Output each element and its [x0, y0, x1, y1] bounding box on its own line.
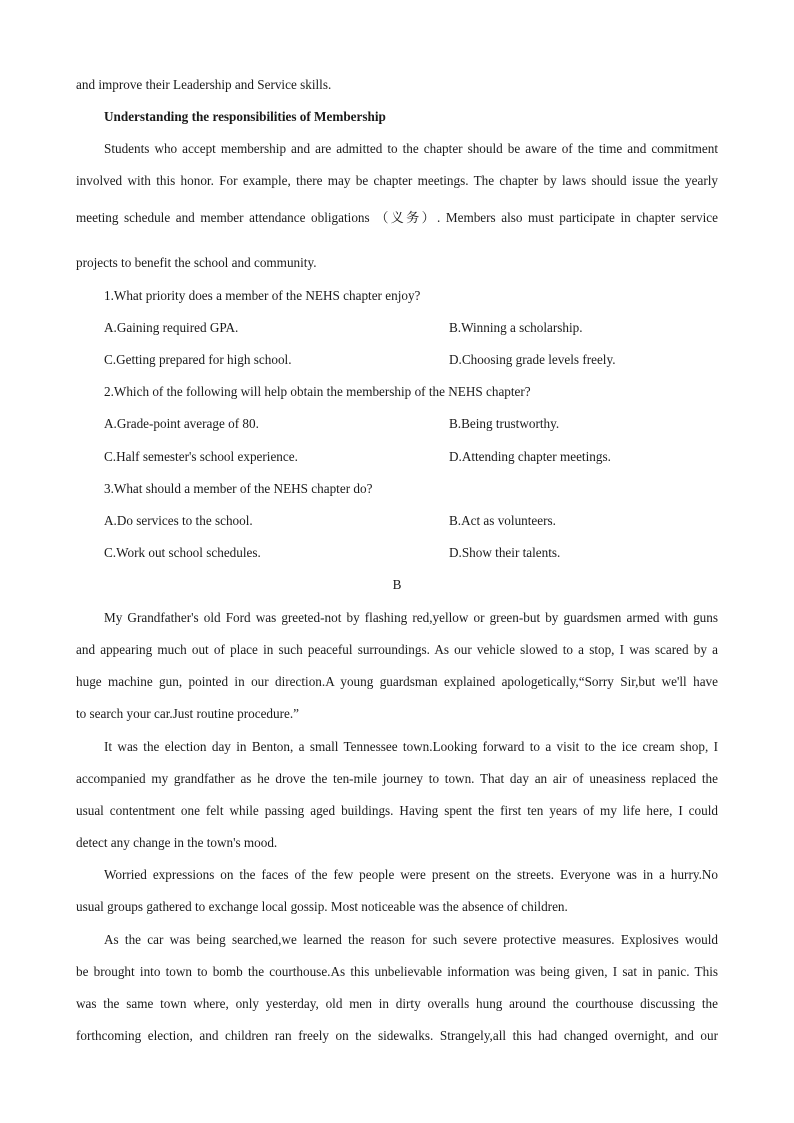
paragraph-line: meeting schedule and member attendance obligations （义务）. Members also must participate in chapter service: [76, 210, 718, 225]
option-a: A.Gaining required GPA.: [104, 320, 239, 335]
paragraph-line: detect any change in the town's mood.: [76, 835, 278, 850]
paragraph-line: usual groups gathered to exchange local gossip. Most noticeable was the absence of children.: [76, 899, 568, 914]
option-c: C.Getting prepared for high school.: [104, 352, 292, 367]
passage-a-continuation: and improve their Leadership and Service skills.: [76, 77, 332, 92]
option-d: D.Attending chapter meetings.: [449, 449, 611, 464]
question-stem: 3.What should a member of the NEHS chapter do?: [104, 481, 373, 496]
section-heading: Understanding the responsibilities of Membership: [104, 109, 386, 124]
option-b: B.Winning a scholarship.: [449, 320, 583, 335]
paragraph-line: was the same town where, only yesterday, old men in dirty overalls hung around the courthouse discussing the: [76, 996, 718, 1011]
paragraph-line: involved with this honor. For example, there may be chapter meetings. The chapter by laws should issue the yearly: [76, 173, 718, 188]
passage-b-label: B: [392, 577, 402, 592]
option-c: C.Work out school schedules.: [104, 545, 261, 560]
option-b: B.Act as volunteers.: [449, 513, 556, 528]
paragraph-line: accompanied my grandfather as he drove the ten-mile journey to town. That day an air of uneasiness replaced the: [76, 771, 718, 786]
paragraph-line: huge machine gun, pointed in our direction.A young guardsman explained apologetically,“Sorry Sir,but we'll have: [76, 674, 718, 689]
option-a: A.Do services to the school.: [104, 513, 253, 528]
paragraph-line: projects to benefit the school and community.: [76, 255, 317, 270]
option-b: B.Being trustworthy.: [449, 416, 560, 431]
paragraph-line: Worried expressions on the faces of the few people were present on the streets. Everyone was in a hurry.No: [104, 867, 718, 882]
paragraph-line: My Grandfather's old Ford was greeted-not by flashing red,yellow or green-but by guardsmen armed with guns: [104, 610, 718, 625]
paragraph-line: to search your car.Just routine procedure.”: [76, 706, 300, 721]
paragraph-line: As the car was being searched,we learned the reason for such severe protective measures. Explosives would: [104, 932, 718, 947]
paragraph-line: usual contentment one felt while passing aged buildings. Having spent the first ten years of my life here, I could: [76, 803, 718, 818]
paragraph-line: forthcoming election, and children ran freely on the sidewalks. Strangely,all this had changed overnight, and our: [76, 1028, 718, 1043]
question-stem: 2.Which of the following will help obtain the membership of the NEHS chapter?: [104, 384, 531, 399]
paragraph-line: be brought into town to bomb the courthouse.As this unbelievable information was being given, I sat in panic. This: [76, 964, 718, 979]
paragraph-line: It was the election day in Benton, a small Tennessee town.Looking forward to a visit to the ice cream shop, I: [104, 739, 718, 754]
question-stem: 1.What priority does a member of the NEHS chapter enjoy?: [104, 288, 421, 303]
option-c: C.Half semester's school experience.: [104, 449, 298, 464]
paragraph-line: Students who accept membership and are admitted to the chapter should be aware of the time and commitment: [104, 141, 718, 156]
option-d: D.Choosing grade levels freely.: [449, 352, 616, 367]
option-a: A.Grade-point average of 80.: [104, 416, 259, 431]
option-d: D.Show their talents.: [449, 545, 561, 560]
paragraph-line: and appearing much out of place in such peaceful surroundings. As our vehicle slowed to a stop, I was scared by a: [76, 642, 718, 657]
